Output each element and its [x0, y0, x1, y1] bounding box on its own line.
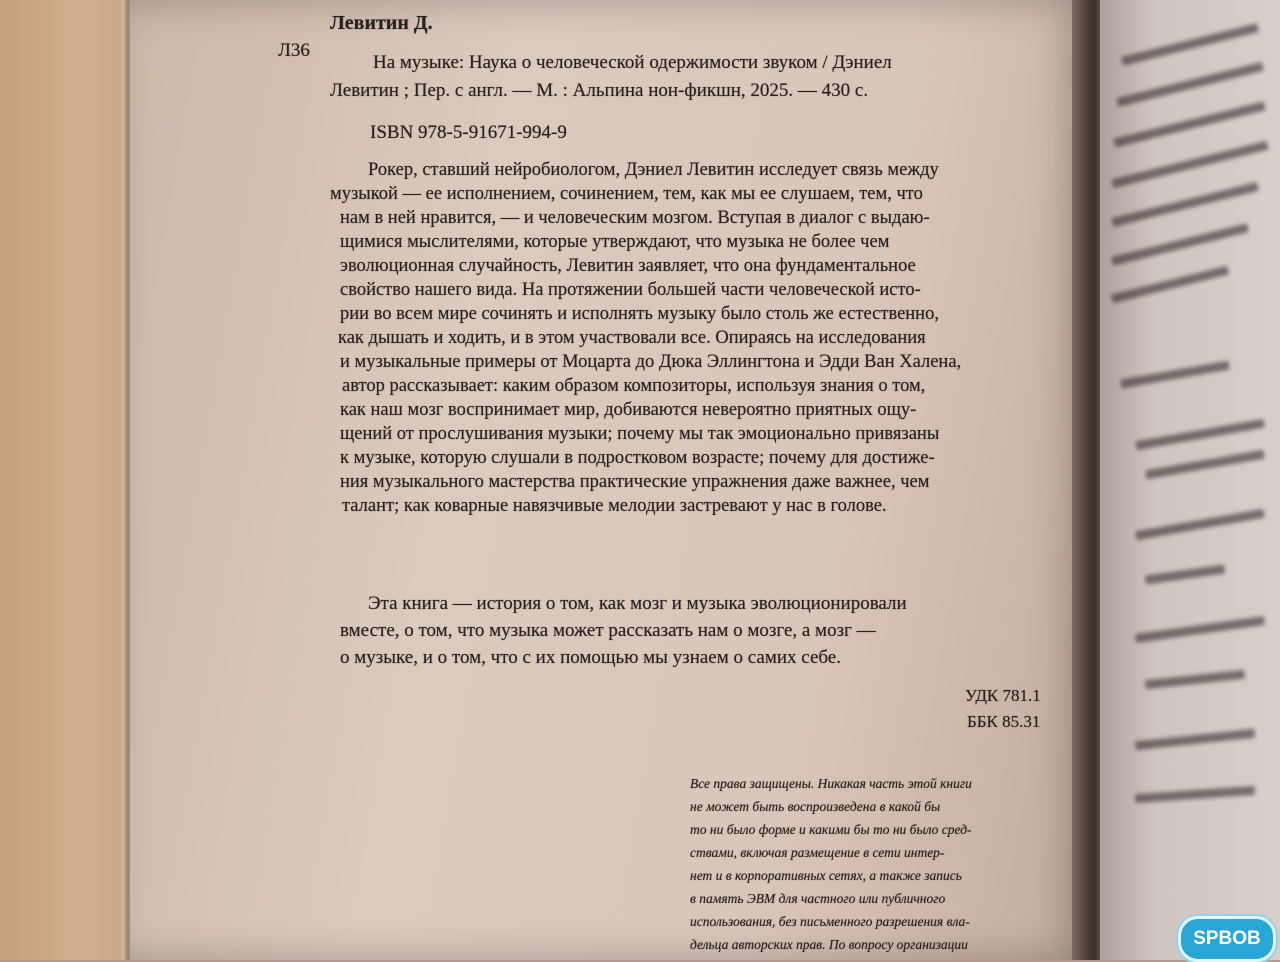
text-line: Рокер, ставший нейробиологом, Дэниел Левитин исследует связь между	[368, 160, 939, 180]
text-line: Все права защищены. Никакая часть этой книги	[690, 776, 972, 791]
text-line: как наш мозг воспринимает мир, добиваются невероятно приятных ощу-	[340, 400, 917, 420]
text-line: нет и в корпоративных сетях, а также запись	[690, 868, 962, 883]
text-line: использования, без письменного разрешения вла-	[690, 914, 970, 929]
udk-code: УДК 781.1	[965, 686, 1041, 705]
catalog-title-line-2: Левитин ; Пер. с англ. — М. : Альпина нон-фикшн, 2025. — 430 с.	[330, 80, 869, 101]
text-line: Эта книга — история о том, как мозг и музыка эволюционировали	[368, 593, 907, 614]
catalog-code: Л36	[278, 40, 310, 61]
annotation-paragraph-2	[330, 590, 1050, 671]
text-line: ния музыкального мастерства практические упражнения даже важнее, чем	[340, 472, 930, 492]
text-line: не может быть воспроизведена в какой бы	[690, 799, 941, 814]
text-line: нам в ней нравится, — и человеческим мозгом. Вступая в диалог с выдаю-	[340, 208, 930, 228]
text-line: автор рассказывает: каким образом композиторы, используя знания о том,	[342, 376, 926, 396]
annotation-paragraph-1	[330, 158, 1050, 518]
text-line: к музыке, которую слушали в подростковом возрасте; почему для достиже-	[340, 448, 935, 468]
text-line: дельца авторских прав. По вопросу организации	[690, 937, 968, 952]
catalog-isbn: ISBN 978-5-91671-994-9	[370, 122, 567, 143]
text-line: щений от прослушивания музыки; почему мы так эмоционально привязаны	[340, 424, 940, 444]
bbk-code: ББК 85.31	[967, 712, 1041, 731]
text-line: музыкой — ее исполнением, сочинением, тем, как мы ее слушаем, тем, что	[330, 184, 923, 204]
next-page-blurred	[1100, 0, 1280, 960]
text-line: и музыкальные примеры от Моцарта до Дюка Эллингтона и Эдди Ван Халена,	[340, 352, 962, 372]
text-line: как дышать и ходить, и в этом участвовали все. Опираясь на исследования	[338, 328, 926, 348]
text-line: щимися мыслителями, которые утверждают, что музыка не более чем	[340, 232, 890, 252]
watermark-badge: SPBOB	[1178, 916, 1276, 962]
text-line: о музыке, и о том, что с их помощью мы узнаем о самих себе.	[340, 647, 841, 668]
text-line: рии во всем мире сочинять и исполнять музыку было столь же естественно,	[340, 304, 939, 324]
text-line: в память ЭВМ для частного или публичного	[690, 891, 946, 906]
text-line: свойство нашего вида. На протяжении большей части человеческой исто-	[340, 280, 921, 300]
book-left-edge	[0, 0, 130, 960]
catalog-author: Левитин Д.	[330, 12, 433, 34]
text-line: эволюционная случайность, Левитин заявляет, что она фундаментальное	[340, 256, 916, 276]
text-line: вместе, о том, что музыка может рассказать нам о мозге, а мозг —	[340, 620, 876, 641]
rights-notice	[690, 772, 972, 956]
text-line: то ни было форме и какими бы то ни было сред-	[690, 822, 972, 837]
text-line: ствами, включая размещение в сети интер-	[690, 845, 945, 860]
catalog-title-line-1: На музыке: Наука о человеческой одержимости звуком / Дэниел	[373, 52, 892, 73]
text-line: талант; как коварные навязчивые мелодии застревают у нас в голове.	[342, 496, 887, 516]
